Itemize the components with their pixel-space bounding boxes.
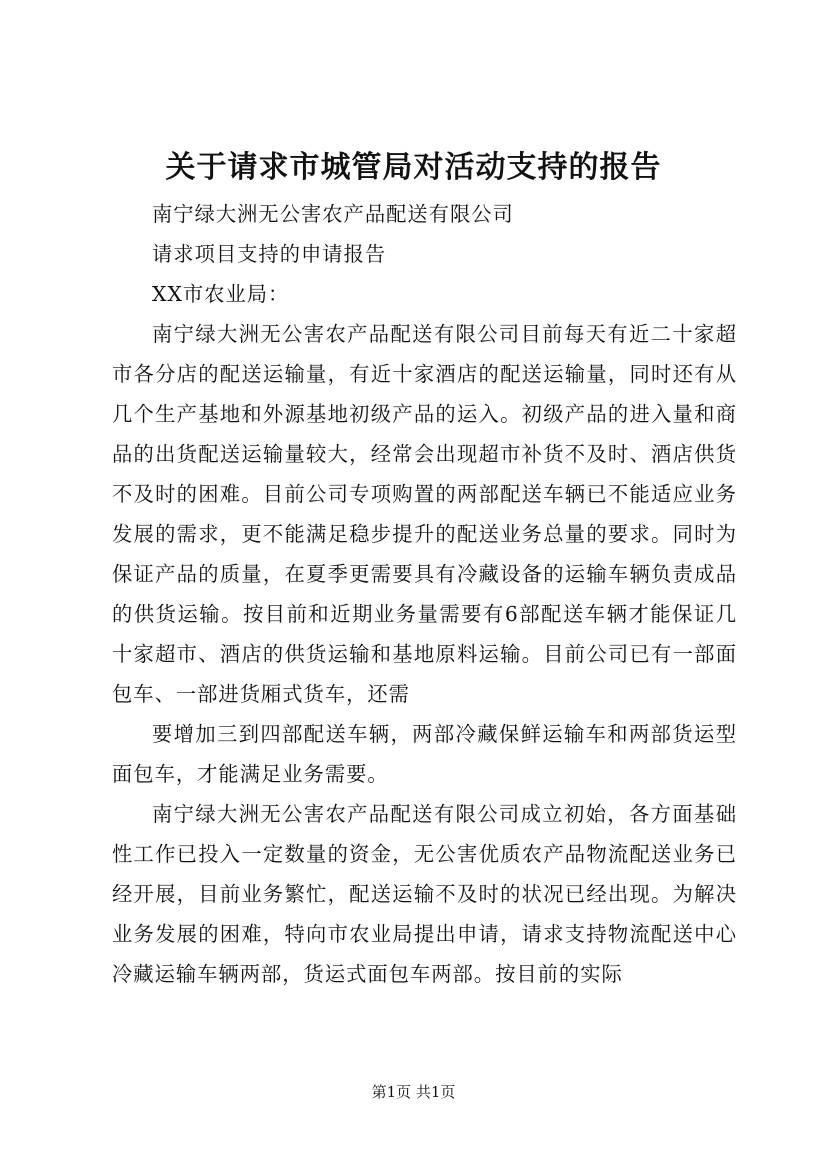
report-subtitle-line: 请求项目支持的申请报告: [152, 242, 387, 266]
company-name-line: 南宁绿大洲无公害农产品配送有限公司: [152, 202, 514, 226]
page-number-footer: 第1页 共1页: [371, 1083, 456, 1101]
body-paragraph-1: 南宁绿大洲无公害农产品配送有限公司目前每天有近二十家超市各分店的配送运输量，有近十家酒店的配送运输量，同时还有从几个生产基地和外源基地初级产品的运入。初级产品的进入量和商品的出货配送运输量较大，经常会出现超市补货不及时、酒店供货不及时的困难。目前公司专项购置的两部配送车辆已不能适应业务发展的需求，更不能满足稳步提升的配送业务总量的要求。同时为保证产品的质量，在夏季更需要具有冷藏设备的运输车辆负责成品的供货运输。按目前和近期业务量需要有6部配送车辆才能保证几十家超市、酒店的供货运输和基地原料运输。目前公司已有一部面包车、一部进货厢式货车，还需: [112, 322, 737, 706]
body-paragraph-2: 要增加三到四部配送车辆，两部冷藏保鲜运输车和两部货运型面包车，才能满足业务需要。: [112, 722, 737, 786]
body-paragraph-3: 南宁绿大洲无公害农产品配送有限公司成立初始，各方面基础性工作已投入一定数量的资金，无公害优质农产品物流配送业务已经开展，目前业务繁忙，配送运输不及时的状况已经出现。为解决业务发展的困难，特向市农业局提出申请，请求支持物流配送中心冷藏运输车辆两部，货运式面包车两部。按目前的实际: [112, 802, 737, 986]
addressee-line: XX市农业局：: [152, 282, 290, 306]
document-title: 关于请求市城管局对活动支持的报告: [165, 150, 662, 185]
document-body: [112, 194, 737, 994]
